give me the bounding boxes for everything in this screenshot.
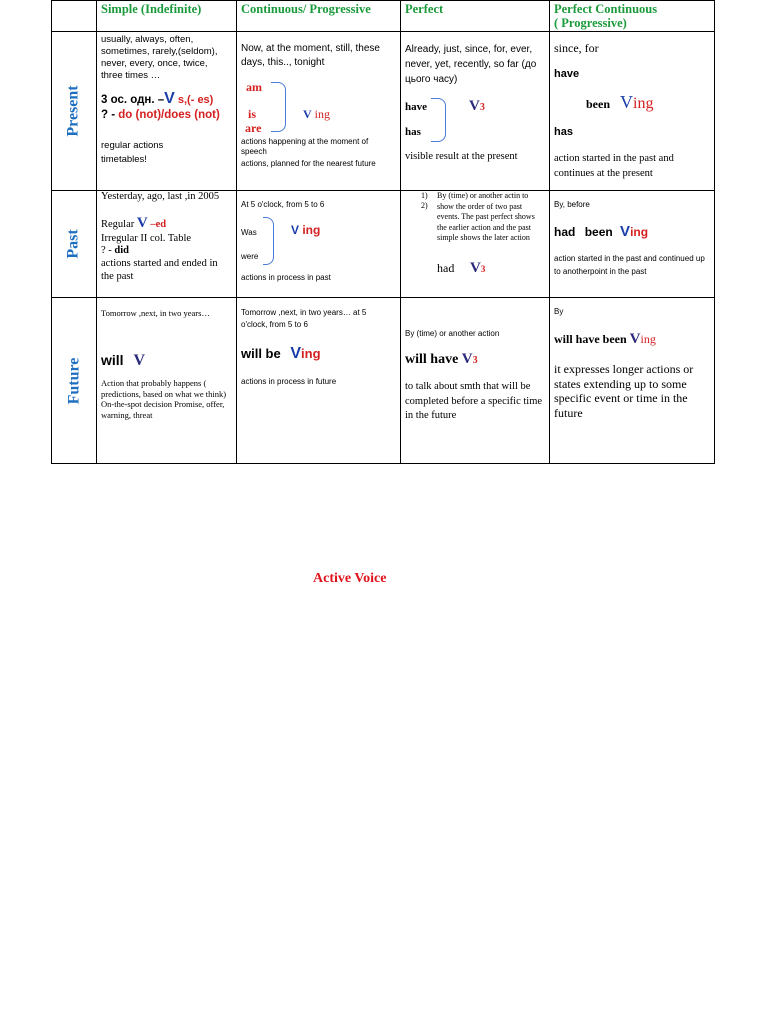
present-simple-markers: usually, always, often, sometimes, rarely,(seldom), never, every, once, twice, three times …: [101, 34, 218, 81]
past-simple-regular: Regular V –ed: [101, 215, 167, 231]
present-simple-third-person: 3 ос. одн. –V s,(- es): [101, 90, 214, 107]
present-simple-usage-1: regular actions: [101, 140, 164, 151]
present-perfect-continuous-been-ving: been Ving: [586, 92, 654, 112]
row-label-future: Future: [52, 298, 97, 464]
present-perfect-has: has: [405, 126, 421, 138]
present-perfect-brace: [431, 98, 446, 142]
present-continuous-ving: V ing: [303, 107, 331, 121]
past-perfect-v3: V3: [470, 260, 486, 276]
past-simple-markers: Yesterday, ago, last ,in 2005: [101, 191, 220, 202]
future-simple-will-v: will V: [101, 352, 146, 369]
present-perfect-continuous-cell: [550, 32, 715, 191]
past-perfect-continuous-had-been-ving: had been Ving: [554, 223, 649, 240]
present-perfect-continuous-have: have: [554, 68, 580, 80]
past-continuous-was: Was: [241, 228, 257, 237]
future-simple-cell: [97, 298, 237, 464]
future-perfect-will-have-v3: will have V3: [405, 351, 478, 367]
present-perfect-markers: Already, just, since, for, ever, never, yet, recently, so far (до цього часу): [405, 44, 537, 85]
future-continuous-cell: [237, 298, 401, 464]
past-perfect-item-1-num: 1): [421, 191, 428, 200]
present-continuous-usage-1: actions happening at the moment of speech: [241, 137, 369, 156]
past-perfect-item-1: By (time) or another actin to show the order of two past events. The past perfect shows the earlier action and the past simple shows the later action: [437, 191, 535, 242]
header-perfect-continuous: Perfect Continuous ( Progressive): [550, 1, 715, 32]
past-continuous-were: were: [241, 252, 259, 261]
present-perfect-have: have: [405, 101, 427, 113]
past-simple-cell: [97, 191, 237, 298]
row-label-past: Past: [52, 191, 97, 298]
future-continuous-usage: actions in process in future: [241, 377, 337, 386]
future-perfect-continuous-markers: By: [554, 307, 564, 316]
past-continuous-ving: V ing: [291, 223, 321, 237]
past-continuous-usage: actions in process in past: [241, 273, 331, 282]
future-perfect-usage: to talk about smth that will be completed before a specific time in the future: [405, 381, 543, 421]
present-simple-usage-2: timetables!: [101, 154, 147, 165]
future-simple-markers: Tomorrow ,next, in two years…: [101, 308, 210, 318]
past-simple-question: ? - did: [101, 245, 130, 256]
past-continuous-cell: [237, 191, 401, 298]
present-perfect-continuous-has: has: [554, 126, 573, 138]
past-perfect-continuous-markers: By, before: [554, 200, 590, 209]
header-simple: Simple (Indefinite): [97, 1, 237, 32]
present-continuous-are: are: [245, 121, 262, 135]
present-continuous-am: am: [246, 80, 262, 94]
future-perfect-continuous-cell: [550, 298, 715, 464]
future-perfect-cell: [401, 298, 550, 464]
present-simple-question: ? - do (not)/does (not): [101, 109, 220, 121]
past-continuous-markers: At 5 o'clock, from 5 to 6: [241, 200, 325, 209]
header-continuous: Continuous/ Progressive: [237, 1, 401, 32]
row-label-present: Present: [52, 32, 97, 191]
corner-cell: [52, 1, 97, 32]
present-continuous-is: is: [248, 107, 257, 121]
present-perfect-usage: visible result at the present: [405, 151, 518, 162]
future-perfect-continuous-will-have-been-ving: will have been Ving: [554, 331, 656, 347]
present-continuous-cell: [237, 32, 401, 191]
future-perfect-continuous-usage: it expresses longer actions or states extending up to some specific event or time in the future: [554, 362, 694, 420]
present-perfect-cell: [401, 32, 550, 191]
present-simple-cell: [97, 32, 237, 191]
future-perfect-markers: By (time) or another action: [405, 329, 500, 338]
future-continuous-markers: Tomorrow ,next, in two years… at 5 o'clock, from 5 to 6: [241, 308, 367, 329]
header-perfect: Perfect: [401, 1, 550, 32]
past-perfect-had: had: [437, 261, 455, 275]
future-simple-usage: Action that probably happens ( predictions, based on what we think) On-the-spot decision Promise, offer, warning, threat: [101, 378, 227, 420]
tenses-table: [51, 0, 715, 464]
present-continuous-brace: [271, 82, 286, 132]
active-voice-title: Active Voice: [313, 571, 387, 586]
present-continuous-usage-2: actions, planned for the nearest future: [241, 159, 376, 168]
past-perfect-item-2-num: 2): [421, 201, 428, 210]
past-simple-usage: actions started and ended in the past: [101, 258, 218, 282]
present-continuous-markers: Now, at the moment, still, these days, this.., tonight: [241, 43, 380, 68]
present-perfect-continuous-usage: action started in the past and continues at the present: [554, 153, 674, 179]
future-continuous-will-be-ving: will be Ving: [241, 345, 321, 362]
past-perfect-continuous-cell: [550, 191, 715, 298]
present-perfect-continuous-markers: since, for: [554, 41, 599, 55]
past-continuous-brace: [263, 217, 274, 265]
present-perfect-v3: V3: [469, 98, 485, 114]
past-simple-irregular: Irregular II col. Table: [101, 233, 192, 244]
past-perfect-continuous-usage: action started in the past and continued up to anotherpoint in the past: [554, 254, 705, 276]
past-perfect-cell: [401, 191, 550, 298]
